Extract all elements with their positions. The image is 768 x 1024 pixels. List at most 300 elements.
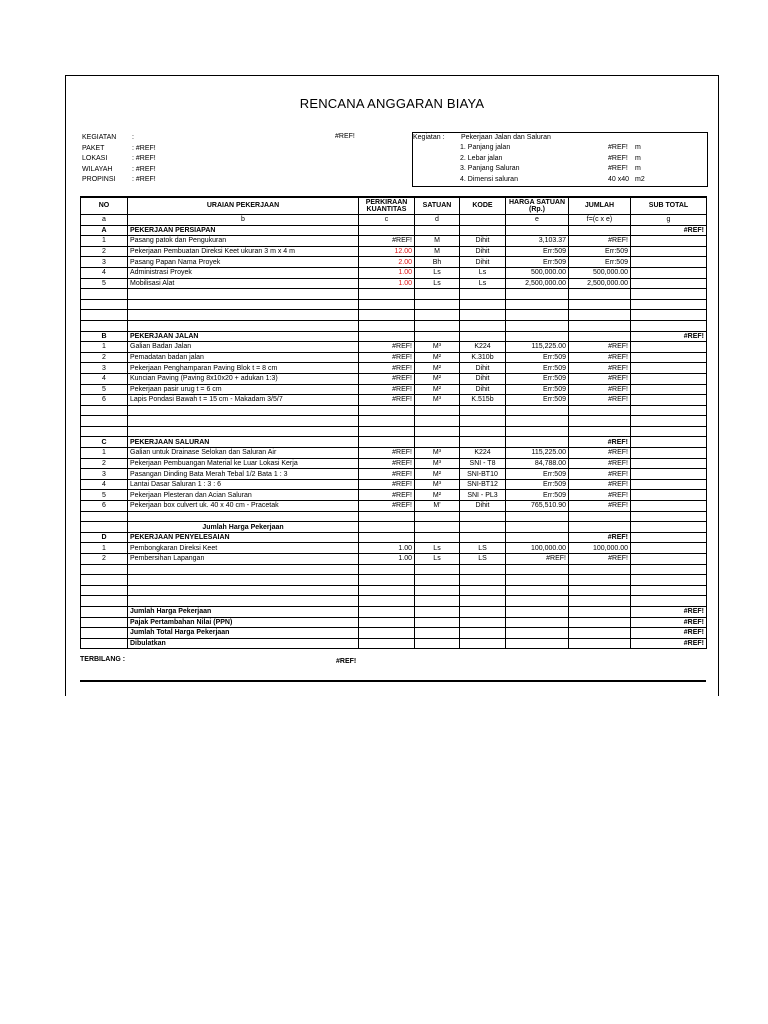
empty-cell [631,490,707,501]
empty-cell [631,437,707,448]
empty-cell [460,405,506,416]
col-header: PERKIRAAN KUANTITAS [359,197,415,215]
blank-row [81,596,707,607]
item-unit: M³ [415,479,460,490]
empty-cell [460,628,506,639]
item-quantity: #REF! [359,236,415,247]
section-subtotal: #REF! [631,331,707,342]
item-description: Administrasi Proyek [128,267,359,278]
item-unit-price: Err:509 [506,363,569,374]
empty-cell [81,596,128,607]
total-label: Jumlah Total Harga Pekerjaan [128,628,359,639]
empty-cell [631,543,707,554]
section-name: PEKERJAAN SALURAN [128,437,359,448]
box-kegiatan-value: Pekerjaan Jalan dan Saluran [461,134,551,141]
empty-cell [631,554,707,565]
column-index: b [128,215,359,226]
empty-cell [506,575,569,586]
empty-cell [415,331,460,342]
item-quantity: 1.00 [359,554,415,565]
empty-cell [415,522,460,533]
item-unit-price: 765,510.90 [506,501,569,512]
empty-cell [415,320,460,331]
empty-cell [81,289,128,300]
dimension-unit: m2 [635,175,645,183]
info-label: PAKET [82,144,105,152]
item-description: Mobilisasi Alat [128,278,359,289]
empty-cell [460,575,506,586]
blank-row [81,416,707,427]
empty-cell [631,320,707,331]
empty-cell [81,310,128,321]
table-row [81,501,707,512]
empty-cell [631,458,707,469]
empty-cell [460,310,506,321]
empty-cell [359,596,415,607]
empty-cell [631,384,707,395]
empty-cell [631,532,707,543]
table-row [81,267,707,278]
item-number: 2 [81,246,128,257]
empty-cell [128,575,359,586]
item-code: Dihit [460,373,506,384]
item-unit: M³ [415,342,460,353]
empty-cell [569,522,631,533]
item-code: K.515b [460,395,506,406]
item-amount: Err:509 [569,246,631,257]
empty-cell [415,405,460,416]
item-code: K224 [460,342,506,353]
empty-cell [359,617,415,628]
empty-cell [631,278,707,289]
item-code: Dihit [460,501,506,512]
empty-cell [460,638,506,649]
info-label: WILAYAH [82,165,113,173]
item-amount: 100,000.00 [569,543,631,554]
item-code: Ls [460,267,506,278]
item-unit: M³ [415,448,460,459]
total-label: Jumlah Harga Pekerjaan [128,606,359,617]
table-row [81,543,707,554]
item-unit-price: #REF! [506,554,569,565]
section-header-row [81,331,707,342]
empty-cell [359,299,415,310]
page-title: RENCANA ANGGARAN BIAYA [299,96,485,111]
empty-cell [359,331,415,342]
empty-cell [359,606,415,617]
empty-cell [81,617,128,628]
item-code: Dihit [460,246,506,257]
item-quantity: #REF! [359,469,415,480]
empty-cell [569,585,631,596]
empty-cell [569,617,631,628]
section-header-row [81,532,707,543]
empty-cell [128,405,359,416]
empty-cell [415,299,460,310]
item-description: Pembersihan Lapangan [128,554,359,565]
empty-cell [460,225,506,236]
item-description: Pasang patok dan Pengukuran [128,236,359,247]
table-row [81,490,707,501]
dimension-value: #REF! [608,165,628,172]
section-code: B [81,331,128,342]
empty-cell [460,564,506,575]
item-description: Pekerjaan pasir urug t = 6 cm [128,384,359,395]
empty-cell [359,416,415,427]
item-unit: M² [415,352,460,363]
empty-cell [81,426,128,437]
empty-cell [359,628,415,639]
empty-cell [569,511,631,522]
empty-cell [506,532,569,543]
empty-cell [506,596,569,607]
empty-cell [359,437,415,448]
item-unit: M³ [415,395,460,406]
item-number: 6 [81,501,128,512]
item-code: K224 [460,448,506,459]
empty-cell [128,585,359,596]
empty-cell [631,289,707,300]
empty-cell [460,606,506,617]
empty-cell [631,416,707,427]
item-amount: #REF! [569,384,631,395]
info-value: : #REF! [132,155,156,162]
item-description: Pekerjaan Plesteran dan Acian Saluran [128,490,359,501]
item-code: K.310b [460,352,506,363]
item-unit: M² [415,373,460,384]
grand-total-row [81,617,707,628]
empty-cell [569,289,631,300]
item-description: Pembongkaran Direksi Keet [128,543,359,554]
item-description: Galian Badan Jalan [128,342,359,353]
empty-cell [359,564,415,575]
col-header: SATUAN [415,197,460,215]
item-number: 4 [81,267,128,278]
table-row [81,395,707,406]
empty-cell [359,532,415,543]
blank-row [81,511,707,522]
empty-cell [415,628,460,639]
empty-cell [460,289,506,300]
empty-cell [631,575,707,586]
empty-cell [415,225,460,236]
item-unit-price: 115,225.00 [506,342,569,353]
empty-cell [506,331,569,342]
item-quantity: #REF! [359,384,415,395]
item-unit: M' [415,501,460,512]
empty-cell [415,511,460,522]
item-number: 2 [81,554,128,565]
item-number: 1 [81,543,128,554]
empty-cell [128,596,359,607]
empty-cell [506,617,569,628]
table-row [81,246,707,257]
empty-cell [569,320,631,331]
empty-cell [506,511,569,522]
section-subtotal: #REF! [569,532,631,543]
empty-cell [460,416,506,427]
item-unit: M² [415,490,460,501]
table-row [81,373,707,384]
item-unit-price: Err:509 [506,373,569,384]
empty-cell [506,310,569,321]
empty-cell [460,511,506,522]
terbilang-label: TERBILANG : [80,656,126,663]
column-index-row [81,215,707,226]
empty-cell [359,320,415,331]
empty-cell [415,617,460,628]
empty-cell [359,225,415,236]
column-index [460,215,506,226]
section-subtotal: #REF! [631,225,707,236]
empty-cell [506,289,569,300]
empty-cell [631,395,707,406]
empty-cell [359,426,415,437]
blank-row [81,575,707,586]
item-amount: #REF! [569,373,631,384]
empty-cell [569,564,631,575]
column-index: c [359,215,415,226]
empty-cell [359,585,415,596]
item-amount: 500,000.00 [569,267,631,278]
empty-cell [359,310,415,321]
empty-cell [506,628,569,639]
table-row [81,363,707,374]
dimension-unit: m [635,144,641,151]
empty-cell [415,575,460,586]
info-value: : #REF! [132,144,156,152]
item-unit-price: 2,500,000.00 [506,278,569,289]
empty-cell [415,310,460,321]
empty-cell [569,575,631,586]
empty-cell [415,564,460,575]
empty-cell [359,289,415,300]
item-unit-price: Err:509 [506,257,569,268]
item-amount: #REF! [569,554,631,565]
empty-cell [569,628,631,639]
empty-cell [81,628,128,639]
empty-cell [81,511,128,522]
empty-cell [631,373,707,384]
info-value: : #REF! [132,165,156,173]
item-unit: M [415,236,460,247]
item-quantity: #REF! [359,373,415,384]
empty-cell [415,606,460,617]
item-description: Pasang Papan Nama Proyek [128,257,359,268]
item-unit: M² [415,363,460,374]
empty-cell [631,448,707,459]
dimension-label: 4. Dimensi saluran [460,175,518,183]
item-unit: Ls [415,267,460,278]
item-unit: M³ [415,458,460,469]
col-header: URAIAN PEKERJAAN [128,197,359,215]
empty-cell [631,257,707,268]
empty-cell [415,426,460,437]
item-quantity: #REF! [359,458,415,469]
item-code: LS [460,543,506,554]
empty-cell [359,405,415,416]
dimension-label: 2. Lebar jalan [460,154,503,162]
dimension-label: 1. Panjang jalan [460,144,511,151]
item-unit-price: Err:509 [506,246,569,257]
item-code: SNI - T8 [460,458,506,469]
item-description: Pasangan Dinding Bata Merah Tebal 1/2 Bata 1 : 3 [128,469,359,480]
item-unit: Ls [415,543,460,554]
column-index: g [631,215,707,226]
total-value: #REF! [631,628,707,639]
column-index: e [506,215,569,226]
empty-cell [569,606,631,617]
blank-row [81,585,707,596]
empty-cell [81,320,128,331]
item-code: SNI - PL3 [460,490,506,501]
total-label: Dibulatkan [128,638,359,649]
item-quantity: #REF! [359,501,415,512]
empty-cell [128,289,359,300]
item-number: 5 [81,490,128,501]
dimension-value: #REF! [608,144,628,151]
empty-cell [506,299,569,310]
empty-cell [506,416,569,427]
item-unit-price: 100,000.00 [506,543,569,554]
item-quantity: 2.00 [359,257,415,268]
item-code: SNI-BT12 [460,479,506,490]
grand-total-row [81,606,707,617]
empty-cell [128,320,359,331]
empty-cell [81,638,128,649]
total-value: #REF! [631,638,707,649]
empty-cell [460,426,506,437]
table-row [81,479,707,490]
dimension-value: 40 x40 [608,175,630,183]
item-unit-price: 84,788.00 [506,458,569,469]
empty-cell [460,320,506,331]
section-name: PEKERJAAN JALAN [128,331,359,342]
item-amount: #REF! [569,236,631,247]
empty-cell [81,564,128,575]
empty-cell [460,585,506,596]
terbilang-value: #REF! [336,658,357,665]
empty-cell [506,522,569,533]
empty-cell [359,575,415,586]
item-code: LS [460,554,506,565]
item-number: 1 [81,448,128,459]
item-number: 4 [81,373,128,384]
grand-total-row [81,628,707,639]
blank-row [81,564,707,575]
section-subtotal: #REF! [569,437,631,448]
empty-cell [631,352,707,363]
empty-cell [569,426,631,437]
item-quantity: #REF! [359,448,415,459]
item-unit-price: 115,225.00 [506,448,569,459]
item-amount: #REF! [569,342,631,353]
col-header: JUMLAH [569,197,631,215]
empty-cell [359,522,415,533]
item-quantity: 1.00 [359,267,415,278]
empty-cell [569,310,631,321]
item-amount: 2,500,000.00 [569,278,631,289]
empty-cell [81,405,128,416]
empty-cell [631,501,707,512]
item-number: 3 [81,469,128,480]
section-code: D [81,532,128,543]
item-quantity: 1.00 [359,278,415,289]
item-quantity: #REF! [359,395,415,406]
item-code: Dihit [460,363,506,374]
table-row [81,554,707,565]
empty-cell [128,511,359,522]
item-description: Pekerjaan box culvert uk. 40 x 40 cm - Pracetak [128,501,359,512]
item-code: Ls [460,278,506,289]
info-label: PROPINSI [82,176,116,183]
item-quantity: 12.00 [359,246,415,257]
empty-cell [128,426,359,437]
item-number: 5 [81,384,128,395]
table-row [81,342,707,353]
empty-cell [128,310,359,321]
section-name: PEKERJAAN PERSIAPAN [128,225,359,236]
item-amount: #REF! [569,363,631,374]
blank-row [81,310,707,321]
item-description: Lantai Dasar Saluran 1 : 3 : 6 [128,479,359,490]
table-row [81,384,707,395]
empty-cell [359,638,415,649]
empty-cell [128,416,359,427]
item-unit: Ls [415,278,460,289]
empty-cell [81,416,128,427]
empty-cell [569,225,631,236]
table-row [81,257,707,268]
item-number: 2 [81,458,128,469]
empty-cell [81,575,128,586]
item-number: 6 [81,395,128,406]
empty-cell [631,522,707,533]
table-row [81,448,707,459]
empty-cell [631,246,707,257]
info-label: LOKASI [82,155,108,162]
item-description: Kuncian Paving (Paving 8x10x20 + adukan 1:3) [128,373,359,384]
item-quantity: #REF! [359,342,415,353]
empty-cell [631,426,707,437]
section-total-row [81,522,707,533]
item-description: Galian untuk Drainase Selokan dan Saluran Air [128,448,359,459]
item-unit-price: 3,103.37 [506,236,569,247]
empty-cell [569,416,631,427]
blank-row [81,426,707,437]
empty-cell [415,532,460,543]
empty-cell [631,564,707,575]
col-header: SUB TOTAL [631,197,707,215]
empty-cell [631,596,707,607]
empty-cell [460,299,506,310]
empty-cell [569,405,631,416]
empty-cell [415,289,460,300]
item-amount: #REF! [569,479,631,490]
empty-cell [506,437,569,448]
empty-cell [569,299,631,310]
empty-cell [506,564,569,575]
item-amount: #REF! [569,395,631,406]
grand-total-row [81,638,707,649]
item-description: Pekerjaan Pembuangan Material ke Luar Lokasi Kerja [128,458,359,469]
empty-cell [631,267,707,278]
dimension-label: 3. Panjang Saluran [460,165,520,172]
section-name: PEKERJAAN PENYELESAIAN [128,532,359,543]
item-unit-price: Err:509 [506,352,569,363]
empty-cell [631,299,707,310]
item-unit: M² [415,469,460,480]
